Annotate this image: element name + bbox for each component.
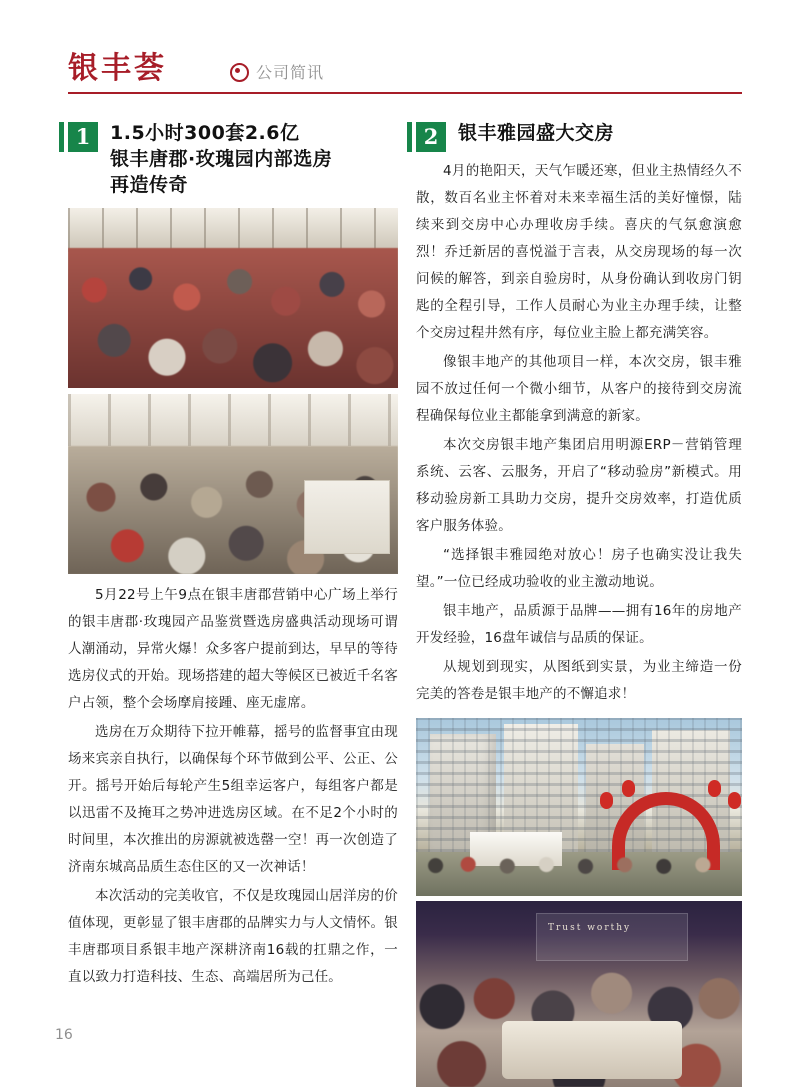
section-label: 公司简讯 [256,63,325,82]
right-column [416,120,742,1087]
article-2-paragraph-6: 从规划到现实，从图纸到实景，为业主缔造一份完美的答卷是银丰地产的不懈追求！ [416,659,742,702]
photo-sales-hall: Trust worthy [416,901,742,1087]
photo-tent-hall [68,394,398,574]
photo-crowd-tent [68,208,398,388]
article-1-title-line-1: 1.5小时300套2.6亿 [110,122,300,144]
article-2-body [416,158,742,708]
article-1-paragraph-1: 5月22号上午9点在银丰唐郡营销中心广场上举行的银丰唐郡·玫瑰园产品鉴赏暨选房盛典活动现场可谓人潮涌动，异常火爆！众多客户提前到达，早早的等待选房仪式的开始。现场搭建的超大等候区已被近千名客户占领，整个会场摩肩接踵、座无虚席。 [68,587,398,711]
article-2-paragraph-5: 银丰地产，品质源于品牌——拥有16年的房地产开发经验，16盘年诚信与品质的保证。 [416,603,742,646]
article-2-paragraph-2: 像银丰地产的其他项目一样，本次交房，银丰雅园不放过任何一个微小细节，从客户的接待到交房流程确保每位业主都能拿到满意的新家。 [416,354,742,424]
article-2-number: 2 [416,122,446,152]
masthead-divider [68,92,742,94]
article-1-header [68,120,398,198]
article-2-title [458,120,742,146]
article-2-paragraph-1: 4月的艳阳天，天气乍暖还寒，但业主热情经久不散，数百名业主怀着对未来幸福生活的美好憧憬，陆续来到交房中心办理收房手续。喜庆的气氛愈演愈烈！乔迁新居的喜悦溢于言表，从交房现场的每一次问候的解答，到亲自验房时，从身份确认到收房门钥匙的全程引导，工作人员耐心为业主办理手续，让整个交房过程井然有序，每位业主脸上都充满笑容。 [416,163,742,341]
publication-logo: 银丰荟 [68,51,167,86]
article-2-paragraph-4: “选择银丰雅园绝对放心！房子也确实没让我失望。”一位已经成功验收的业主激动地说。 [416,547,742,590]
masthead [62,52,742,100]
article-1-title [110,120,398,198]
article-2-title-line-1: 银丰雅园盛大交房 [458,122,615,144]
left-column [68,120,398,993]
article-1-paragraph-3: 本次活动的完美收官，不仅是玫瑰园山居洋房的价值体现，更彰显了银丰唐郡的品牌实力与人文情怀。银丰唐郡项目系银丰地产深耕济南16载的扛鼎之作，一直以致力打造科技、生态、高端居所为己任。 [68,888,398,985]
article-2-header [416,120,742,150]
article-2-paragraph-3: 本次交房银丰地产集团启用明源ERP－营销管理系统、云客、云服务，开启了“移动验房”新模式。用移动验房新工具助力交房，提升交房效率，打造优质客户服务体验。 [416,437,742,534]
article-1-paragraph-2: 选房在万众期待下拉开帷幕，摇号的监督事宜由现场来宾亲自执行，以确保每个环节做到公平、公正、公开。摇号开始后每轮产生5组幸运客户，每组客户都是以迅雷不及掩耳之势冲进选房区域。在不足2个小时的时间里，本次推出的房源就被选罄一空！再一次创造了济南东城高品质生态住区的又一次神话！ [68,724,398,875]
article-1-title-line-2: 银丰唐郡·玫瑰园内部选房 [110,148,333,170]
article-1-number: 1 [68,122,98,152]
photo-buildings [416,718,742,896]
article-1-title-line-3: 再造传奇 [110,174,189,196]
article-1-body [68,582,398,991]
page-number: 16 [55,1027,73,1043]
circle-dot-icon [230,63,249,82]
